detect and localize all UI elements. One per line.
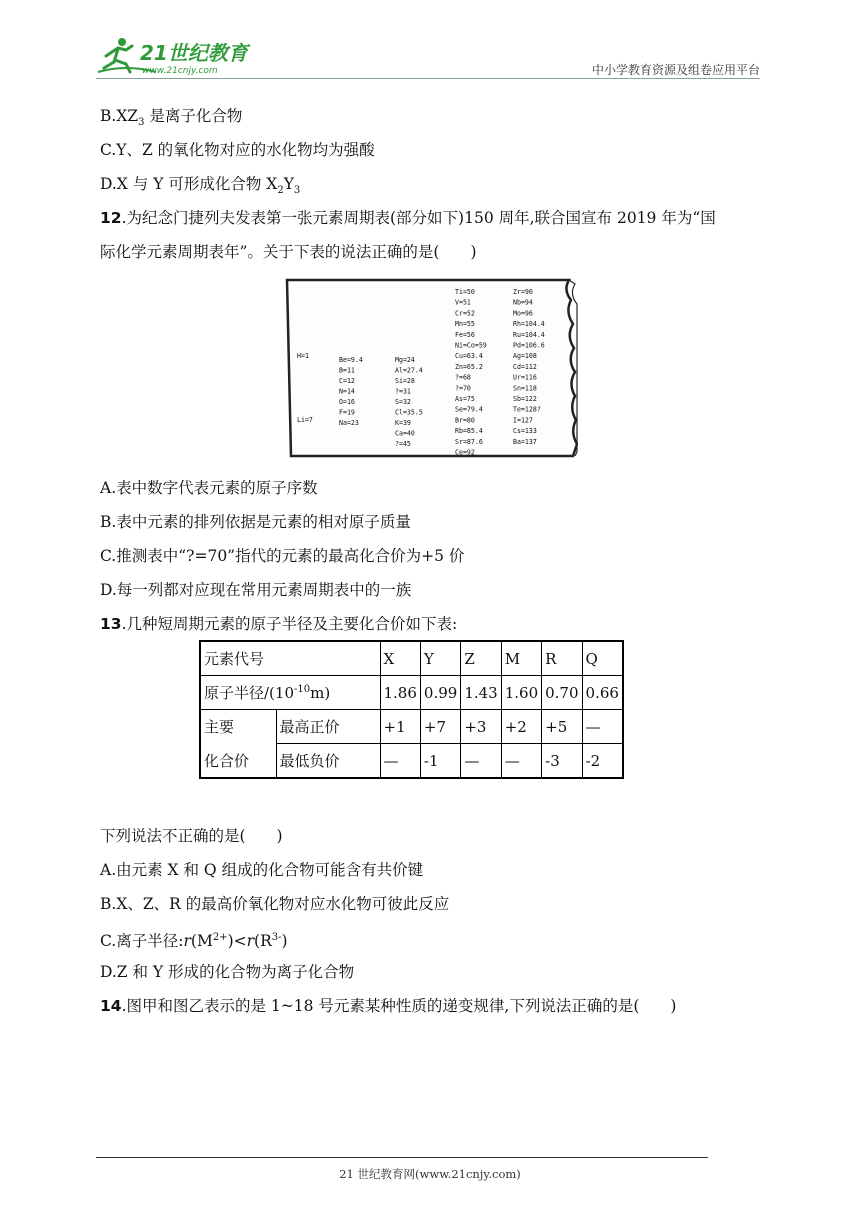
scan-entry: Pd=106.6 [513,341,545,350]
scan-entry: Rh=104.4 [513,320,545,329]
footer-text: 21 世纪教育网(www.21cnjy.com) [339,1167,521,1181]
header-divider [96,78,760,79]
table-cell: +3 [461,710,501,744]
scan-entry: Cu=63.4 [455,352,483,361]
scan-entry: Cd=112 [513,362,537,371]
q13-option-d: D.Z 和 Y 形成的化合物为离子化合物 [100,963,355,981]
scan-entry: S=32 [395,398,411,406]
scan-entry: C=12 [339,377,355,385]
scan-entry: Cl=35.5 [395,408,423,417]
scan-entry: Li=7 [297,416,313,424]
scan-entry: Na=23 [339,419,359,427]
q13-number: 13 [100,615,122,633]
table-cell: — [582,710,623,744]
scan-entry: K=39 [395,419,411,427]
table-cell: Y [420,641,460,676]
scan-entry: Ba=137 [513,437,537,446]
table-cell: — [380,744,420,779]
max-valence-label: 最高正价 [276,710,380,744]
scan-entry: Sr=87.6 [455,437,483,446]
table-header-label: 元素代号 [200,641,380,676]
scan-entry: ?=31 [395,387,411,396]
scan-entry: F=19 [339,408,355,417]
footer-divider [96,1157,708,1158]
scan-entry: Zr=90 [513,288,533,296]
scan-entry: Al=27.4 [395,366,423,375]
scan-entry: As=75 [455,395,475,403]
q13-option-c: C.离子半径$:r(M^{2+})<r(R^{3-})$ [100,932,288,951]
scan-entry: O=16 [339,398,355,406]
table-cell: — [501,744,541,779]
scan-entry: H=1 [297,352,309,360]
q12-option-a: A.表中数字代表元素的原子序数 [100,479,318,497]
table-row [200,744,623,779]
table-row [200,710,623,744]
group-label-2: 化合价 [200,744,276,779]
scan-entry: ?=70 [455,384,471,393]
scan-entry: Mo=96 [513,309,533,318]
q12-stem-line1: 12.为纪念门捷列夫发表第一张元素周期表(部分如下)150 周年,联合国宣布 2019 年为“国 [100,209,716,227]
table-cell: 0.99 [420,676,460,710]
scan-entry: Zn=65.2 [455,362,483,371]
table-cell: +5 [542,710,582,744]
min-valence-label: 最低负价 [276,744,380,779]
scan-entry: Ru=104.4 [513,330,545,339]
scan-entry: Ni=Co=59 [455,341,487,350]
scan-entry: Se=79.4 [455,405,483,414]
q13-stem: 13.几种短周期元素的原子半径及主要化合价如下表: [100,615,458,633]
header-platform-text: 中小学教育资源及组卷应用平台 [591,63,760,77]
q11-option-b: $B.XZ_3$ 是离子化合物 [100,107,243,129]
logo-text: 21世纪教育 [140,41,248,65]
table-cell: 1.60 [501,676,541,710]
table-cell: X [380,641,420,676]
scan-entry: ?=45 [395,440,411,448]
scan-entry: Ce=92 [455,448,475,457]
scan-entry: Cr=52 [455,309,475,318]
q12-option-d: D.每一列都对应现在常用元素周期表中的一族 [100,581,412,599]
scan-entry: Mg=24 [395,356,415,364]
table-cell: 0.66 [582,676,623,710]
table-cell: M [501,641,541,676]
q11-option-c: C.Y、Z 的氧化物对应的水化物均为强酸 [100,141,375,159]
table-cell: -1 [420,744,460,779]
scan-entry: N=14 [339,387,355,396]
scan-entry: Sb=122 [513,395,537,403]
table-cell: +7 [420,710,460,744]
q12-option-b: B.表中元素的排列依据是元素的相对原子质量 [100,513,411,531]
table-cell: -2 [582,744,623,779]
q12-option-c: C.推测表中“?=70”指代的元素的最高化合价为+5 价 [100,547,465,565]
table-cell: 1.86 [380,676,420,710]
q13-option-a: A.由元素 X 和 Q 组成的化合物可能含有共价键 [100,861,424,879]
scan-entry: Rb=85.4 [455,427,483,436]
scan-entry: Ti=50 [455,288,475,296]
mendeleev-table-image [283,276,578,460]
scan-entry: Te=128? [513,405,541,414]
q13-option-b: B.X、Z、R 的最高价氧化物对应水化物可彼此反应 [100,895,450,913]
scan-entry: Nb=94 [513,298,533,307]
scan-entry: Ag=108 [513,352,537,361]
scan-entry: Ur=116 [513,373,537,382]
scan-entry: B=11 [339,366,355,375]
scan-entry: Br=80 [455,416,475,425]
q14-number: 14 [100,997,122,1015]
logo-url: www.21cnjy.com [142,66,218,76]
scan-entry: Cs=133 [513,427,537,436]
q13-element-table [199,640,624,779]
scan-entry: Be=9.4 [339,356,363,364]
scan-entry: Fe=56 [455,330,475,339]
scan-entry: Ca=40 [395,429,415,438]
table-row [200,641,623,676]
table-row [200,676,623,710]
scan-entry: I=127 [513,416,533,425]
scan-entry: V=51 [455,298,471,307]
table-cell: 0.70 [542,676,582,710]
q14-stem: 14.图甲和图乙表示的是 1~18 号元素某种性质的递变规律,下列说法正确的是( ) [100,997,677,1015]
q13-question: 下列说法不正确的是( ) [100,827,283,845]
table-cell: +1 [380,710,420,744]
q12-number: 12 [100,209,122,227]
table-cell: -3 [542,744,582,779]
scan-entry: Sn=118 [513,384,537,393]
table-cell: Z [461,641,501,676]
table-cell: — [461,744,501,779]
radius-label: 原子半径$/(10^{-10}m)$ [200,676,380,710]
table-cell: +2 [501,710,541,744]
scan-entry: ?=68 [455,373,471,382]
scan-entry: Mn=55 [455,320,475,329]
q11-option-d: D.X 与 Y 可形成化合物 $X_2Y_3$ [100,175,301,197]
table-cell: R [542,641,582,676]
page-header [96,30,760,80]
group-label-1: 主要 [200,710,276,744]
table-cell: Q [582,641,623,676]
q12-stem-line2: 际化学元素周期表年”。关于下表的说法正确的是( ) [100,243,477,261]
scan-entry: Si=28 [395,377,415,385]
site-logo [96,34,266,78]
table-cell: 1.43 [461,676,501,710]
